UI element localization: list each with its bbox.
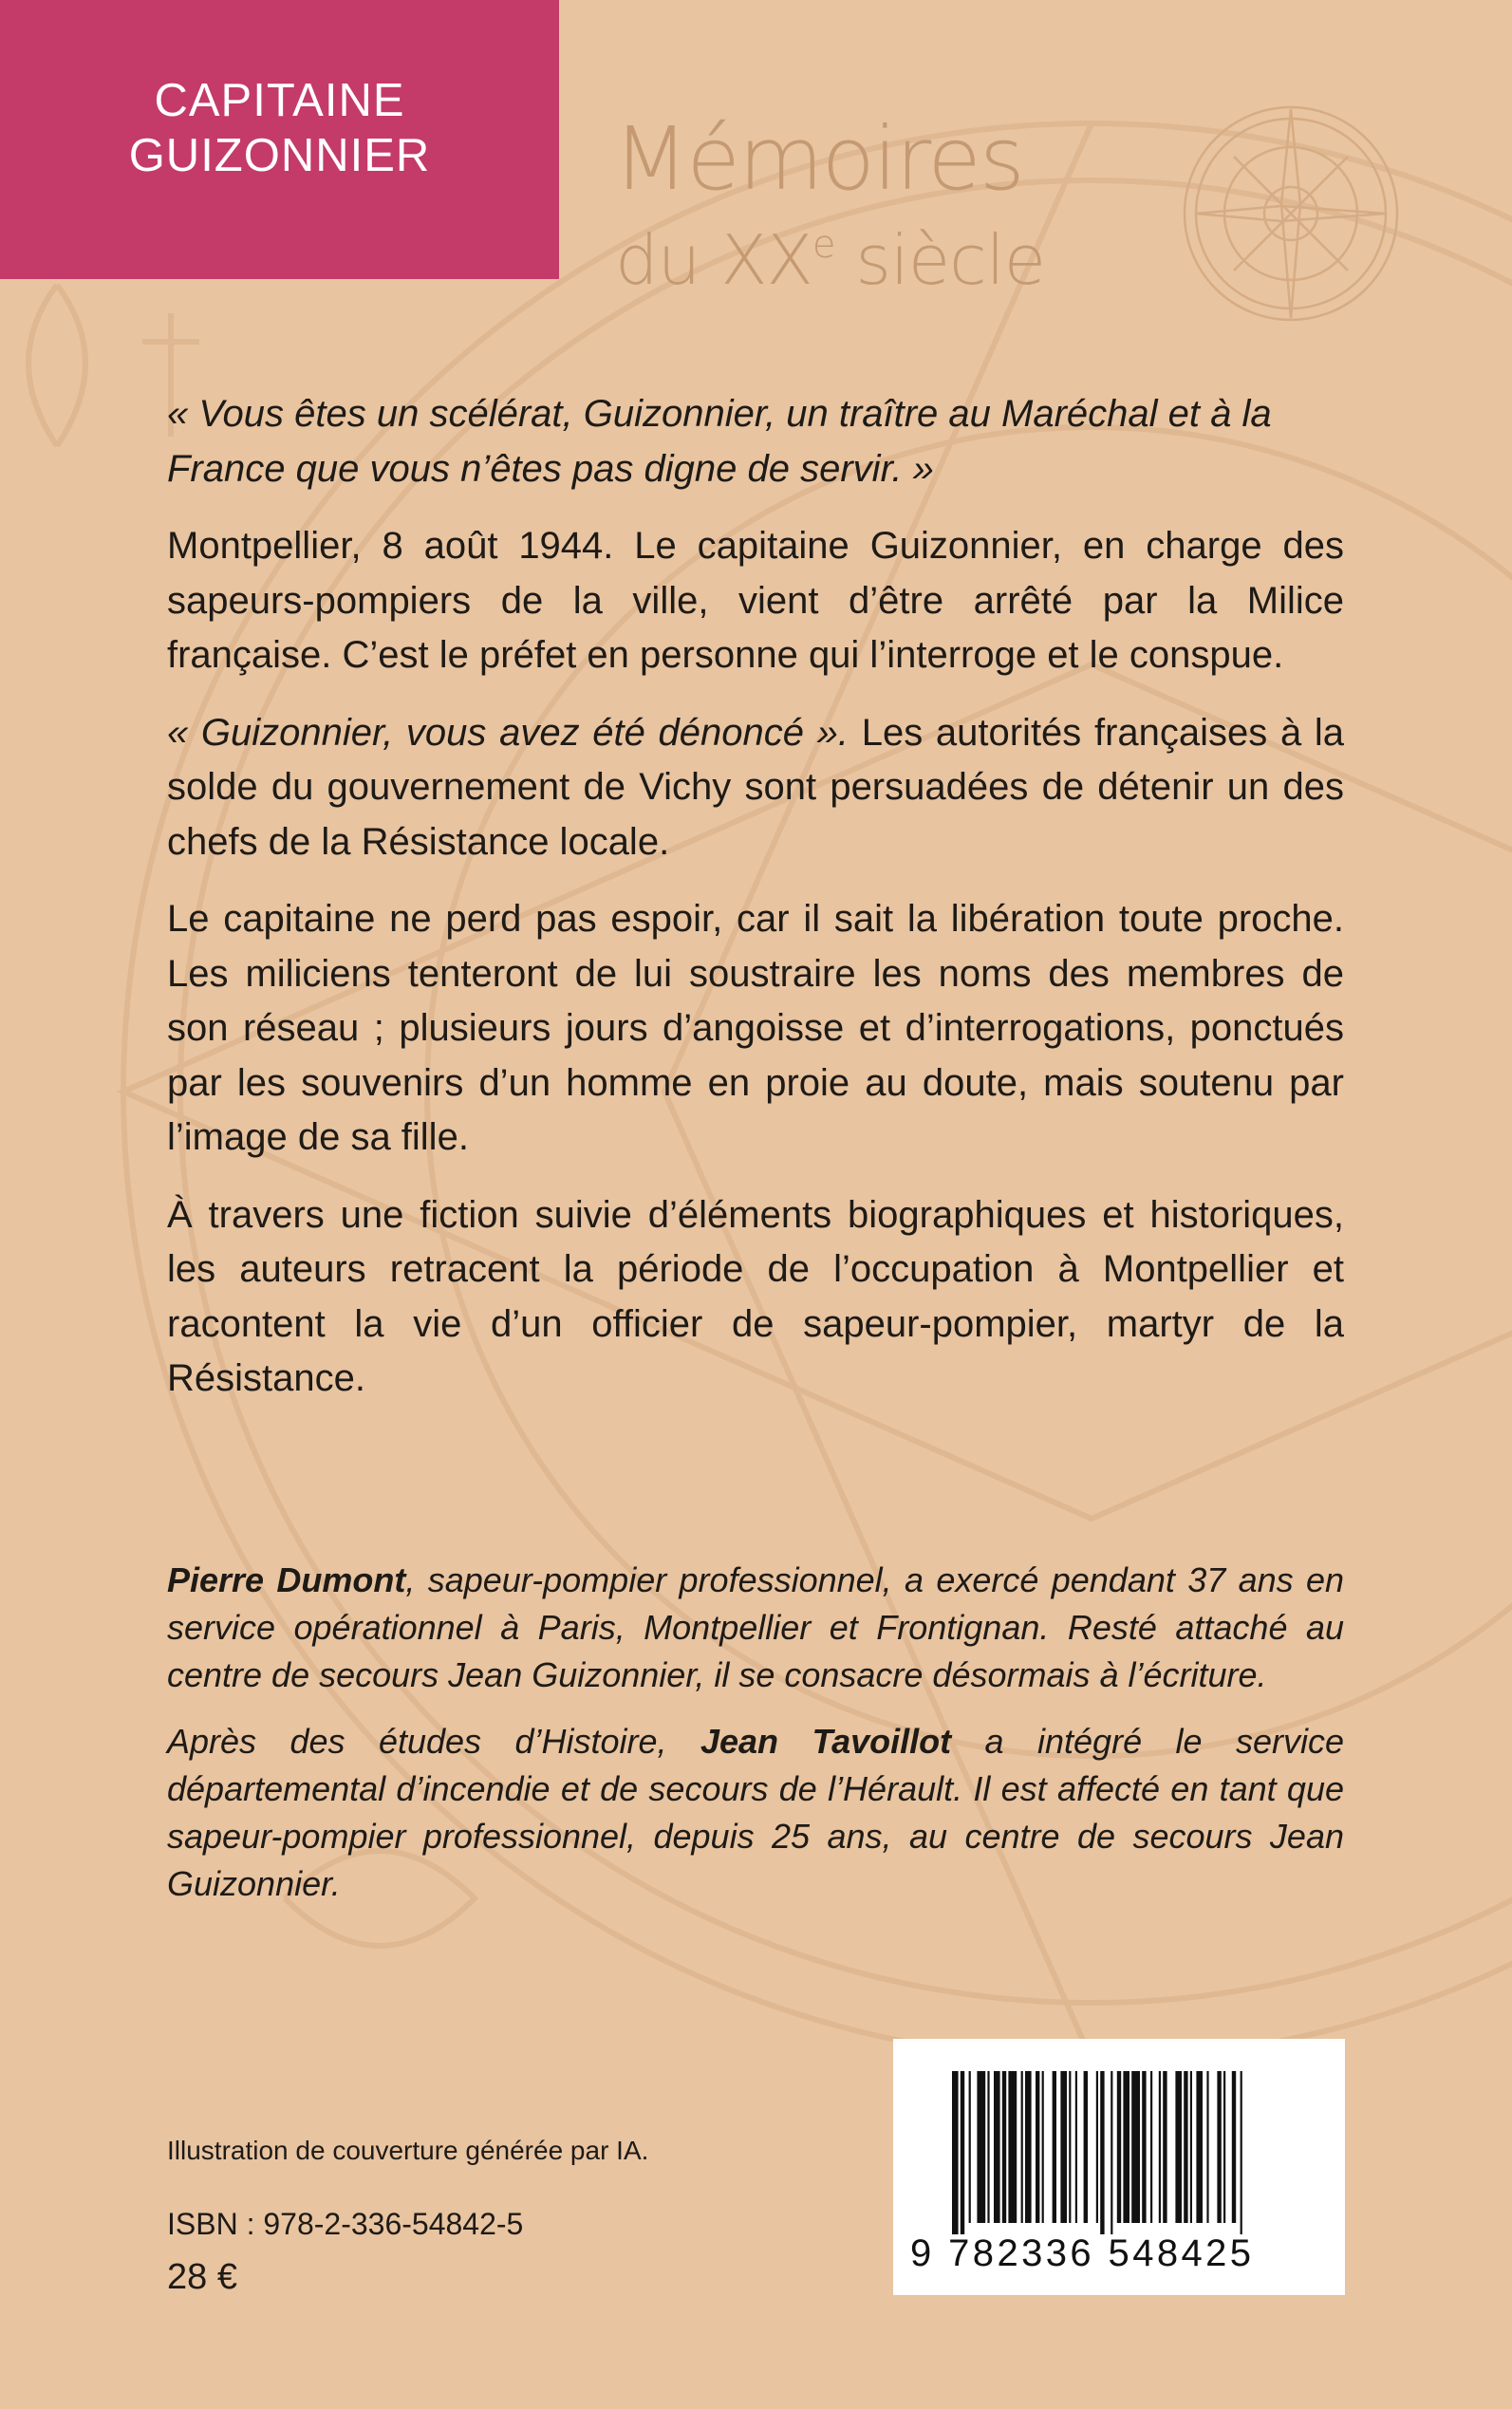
barcode-bar [1100, 2071, 1104, 2234]
barcode-bar [1117, 2071, 1121, 2223]
barcode [893, 2039, 1345, 2295]
blurb-paragraph-2-quote: « Guizonnier, vous avez été dénoncé ». [167, 711, 849, 754]
collection-superscript: e [812, 223, 835, 267]
collection-line-2 [613, 207, 1045, 298]
barcode-digits: 9 782336 548425 [910, 2232, 1255, 2274]
collection-line-1: Mémoires [613, 108, 1023, 210]
barcode-bar [1150, 2071, 1152, 2223]
barcode-bar [969, 2071, 971, 2223]
barcode-bar [1190, 2071, 1192, 2223]
price: 28 € [167, 2257, 237, 2297]
barcode-bar [961, 2071, 964, 2234]
barcode-bar [1111, 2071, 1112, 2234]
author-2-intro: Après des études d’Histoire, [167, 1722, 700, 1761]
barcode-bar [1241, 2071, 1242, 2234]
blurb-paragraph-4: À travers une fiction suivie d’éléments biographiques et historiques, les auteurs retracent la période de l’occupation à Montpellier et racontent la vie d’un officier de sapeur-pompier, martyr de la Résistance. [167, 1193, 1344, 1399]
barcode-bar [1021, 2071, 1023, 2223]
barcode-bar [1002, 2071, 1006, 2223]
title-line-1: CAPITAINE [154, 75, 405, 126]
barcode-bar [1131, 2071, 1140, 2223]
barcode-bar [1069, 2071, 1071, 2223]
author-bio-1 [167, 1557, 1344, 1699]
barcode-bar [1042, 2071, 1044, 2223]
blurb-paragraph-1: Montpellier, 8 août 1944. Le capitaine Guizonnier, en charge des sapeurs-pompiers de la ville, vient d’être arrêté par la Milice française. C’est le préfet en personne qui l’interroge et le conspue. [167, 525, 1344, 676]
barcode-bar [1232, 2071, 1236, 2223]
title-block [0, 0, 559, 279]
barcode-bar [1053, 2071, 1056, 2223]
compass-rose-icon [1177, 100, 1405, 327]
barcode-bar [1096, 2071, 1098, 2223]
collection-name [613, 108, 1046, 300]
barcode-bar [1036, 2071, 1039, 2223]
barcode-bar [1175, 2071, 1182, 2223]
barcode-bar [1008, 2071, 1017, 2223]
author-bios [167, 1557, 1344, 1927]
illustration-credit: Illustration de couverture générée par IA. [167, 2136, 649, 2165]
barcode-bar [1025, 2071, 1032, 2223]
collection-line-2-pre: du XX [615, 220, 812, 300]
author-2-name: Jean Tavoillot [700, 1722, 952, 1761]
barcode-bar [977, 2071, 985, 2223]
author-bio-2 [167, 1718, 1344, 1908]
back-cover-blurb [167, 387, 1344, 1429]
barcode-bar [1163, 2071, 1167, 2223]
barcode-bar [1123, 2071, 1129, 2223]
barcode-bar [952, 2071, 959, 2234]
barcode-bar [1159, 2071, 1161, 2223]
barcode-bar [994, 2071, 1000, 2223]
isbn: ISBN : 978-2-336-54842-5 [167, 2207, 524, 2241]
title-line-2: GUIZONNIER [128, 130, 431, 181]
blurb-paragraph-3: Le capitaine ne perd pas espoir, car il sait la libération toute proche. Les miliciens tenteront de lui soustraire les noms des membres de son réseau ; plusieurs jours d’angoisse et d’interrogations, ponctués par les souvenirs d’un homme en proie au doute, mais soutenu par l’image de sa fille. [167, 898, 1344, 1158]
barcode-bar [1223, 2071, 1225, 2223]
author-1-name: Pierre Dumont [167, 1560, 406, 1599]
barcode-bar [1206, 2071, 1208, 2223]
author-1-bio: , sapeur-pompier professionnel, a exercé pendant 37 ans en service opérationnel à Paris, Montpellier et Frontignan. Resté attaché au centre de secours Jean Guizonnier, il se consacre désormais à l’écriture. [167, 1560, 1345, 1694]
barcode-bar [1084, 2071, 1088, 2223]
opening-quote: « Vous êtes un scélérat, Guizonnier, un traître au Maréchal et à la France que vous n’êtes pas digne de servir. » [167, 393, 1272, 490]
barcode-bar [987, 2071, 989, 2223]
blurb-paragraph-2-rest: Les autorités françaises à la solde du gouvernement de Vichy sont persuadées de détenir un des chefs de la Résistance locale. [167, 711, 1344, 863]
barcode-bar [1184, 2071, 1187, 2223]
barcode-bar [1142, 2071, 1146, 2223]
author-2-bio: a intégré le service départemental d’incendie et de secours de l’Hérault. Il est affecté en tant que sapeur-pompier professionnel, depuis 25 ans, au centre de secours Jean Guizonnier. [167, 1722, 1344, 1903]
collection-line-2-post: siècle [834, 220, 1046, 300]
barcode-bar [1075, 2071, 1077, 2223]
barcode-bar [1060, 2071, 1067, 2223]
barcode-bar [1196, 2071, 1203, 2223]
blurb-paragraph-2 [167, 706, 1344, 870]
barcode-bar [1217, 2071, 1221, 2223]
